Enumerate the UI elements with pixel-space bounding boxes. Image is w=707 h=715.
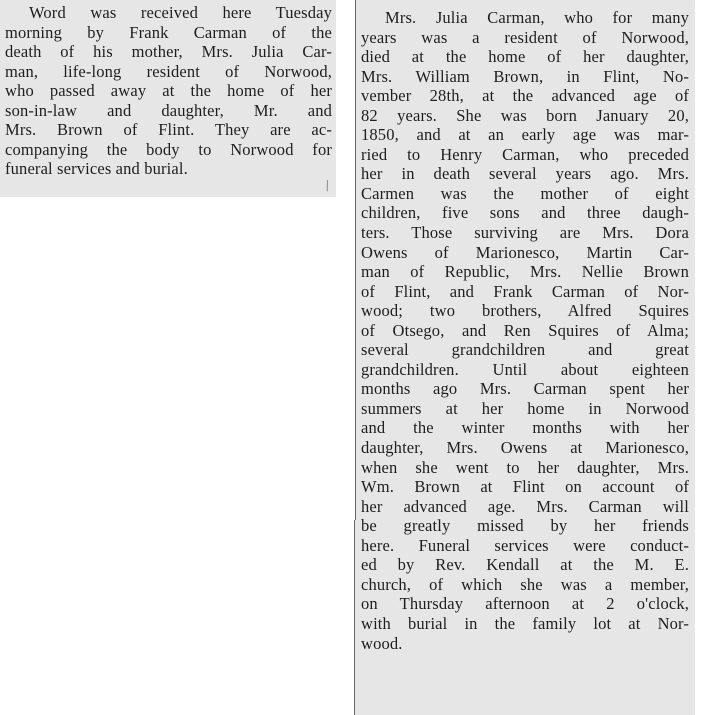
right-article-line: 82 years. She was born January 20, bbox=[361, 105, 689, 125]
right-article-line: ried to Henry Carman, who preceded bbox=[361, 144, 689, 164]
right-article-line: ed by Rev. Kendall at the M. E. bbox=[361, 555, 689, 575]
right-article-line: be greatly missed by her friends bbox=[361, 516, 689, 536]
right-article-line: months ago Mrs. Carman spent her bbox=[361, 379, 689, 399]
right-article-line: Carmen was the mother of eight bbox=[361, 183, 689, 203]
right-article-line: her advanced age. Mrs. Carman will bbox=[361, 496, 689, 516]
right-article-line: her in death several years ago. Mrs. bbox=[361, 164, 689, 184]
right-article-line: here. Funeral services were conduct- bbox=[361, 535, 689, 555]
right-article-line: on Thursday afternoon at 2 o'clock, bbox=[361, 594, 689, 614]
right-article-line: of Flint, and Frank Carman of Nor- bbox=[361, 281, 689, 301]
right-article-line: Mrs. William Brown, in Flint, No- bbox=[361, 66, 689, 86]
right-article-line: Wm. Brown at Flint on account of bbox=[361, 477, 689, 497]
left-article-line: son-in-law and daughter, Mr. and bbox=[5, 100, 332, 120]
right-article-line: grandchildren. Until about eighteen bbox=[361, 359, 689, 379]
print-mark: ⁄ bbox=[322, 179, 334, 194]
right-article-line: summers at her home in Norwood bbox=[361, 398, 689, 418]
left-article-line: Word was received here Tuesday bbox=[29, 3, 332, 22]
left-article-line: death of his mother, Mrs. Julia Car- bbox=[5, 42, 332, 62]
right-article-line: several grandchildren and great bbox=[361, 340, 689, 360]
right-article-line: Mrs. Julia Carman, who for many bbox=[385, 8, 689, 27]
right-article-line: with burial in the family lot at Nor- bbox=[361, 613, 689, 633]
left-article bbox=[5, 3, 332, 179]
right-article-line: vember 28th, at the advanced age of bbox=[361, 86, 689, 106]
right-article-line: daughter, Mrs. Owens at Marionesco, bbox=[361, 438, 689, 458]
right-article bbox=[361, 8, 689, 653]
right-article-line: children, five sons and three daugh- bbox=[361, 203, 689, 223]
left-article-line: Mrs. Brown of Flint. They are ac- bbox=[5, 120, 332, 140]
right-article-line: years was a resident of Norwood, bbox=[361, 27, 689, 47]
left-article-line: who passed away at the home of her bbox=[5, 81, 332, 101]
right-article-line: of Otsego, and Ren Squires of Alma; bbox=[361, 320, 689, 340]
right-article-line: Owens of Marionesco, Martin Car- bbox=[361, 242, 689, 262]
left-article-line: man, life-long resident of Norwood, bbox=[5, 61, 332, 81]
left-article-line: morning by Frank Carman of the bbox=[5, 22, 332, 42]
column-rule-upper bbox=[355, 0, 356, 520]
column-rule-lower bbox=[354, 520, 355, 715]
right-article-line: when she went to her daughter, Mrs. bbox=[361, 457, 689, 477]
right-article-line: man of Republic, Mrs. Nellie Brown bbox=[361, 262, 689, 282]
right-article-line: and the winter months with her bbox=[361, 418, 689, 438]
left-article-line: funeral services and burial. bbox=[5, 159, 188, 179]
right-article-line: wood; two brothers, Alfred Squires bbox=[361, 301, 689, 321]
left-article-line: companying the body to Norwood for bbox=[5, 139, 332, 159]
right-article-line: died at the home of her daughter, bbox=[361, 47, 689, 67]
right-article-line: church, of which she was a member, bbox=[361, 574, 689, 594]
right-article-line: 1850, and at an early age was mar- bbox=[361, 125, 689, 145]
right-article-line: wood. bbox=[361, 633, 403, 653]
right-article-line: ters. Those surviving are Mrs. Dora bbox=[361, 223, 689, 243]
